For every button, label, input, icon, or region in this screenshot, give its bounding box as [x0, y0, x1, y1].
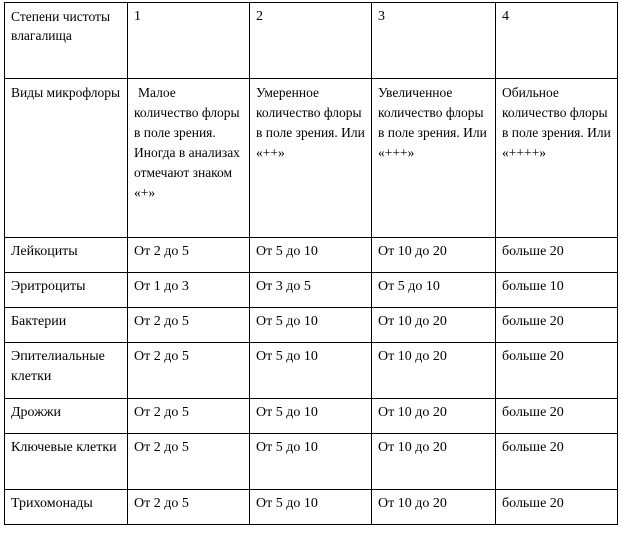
row-label: Эритроциты	[11, 279, 86, 294]
table-row	[5, 273, 618, 308]
row-label-cell	[5, 238, 128, 273]
row-label: Лейкоциты	[11, 244, 78, 259]
cell-value: От 10 до 20	[378, 349, 447, 364]
description-cell-1	[128, 79, 250, 238]
cell-value: От 3 до 5	[256, 279, 311, 294]
value-cell	[250, 434, 372, 490]
value-cell	[372, 308, 496, 343]
value-cell	[496, 399, 618, 434]
row-label-cell	[5, 343, 128, 399]
cell-value: больше 20	[502, 349, 564, 364]
value-cell	[128, 273, 250, 308]
degree-number: 4	[502, 9, 509, 24]
value-cell	[372, 490, 496, 525]
row-label-cell	[5, 399, 128, 434]
description-cell-4	[496, 79, 618, 238]
value-cell	[250, 273, 372, 308]
header-row	[5, 3, 618, 79]
value-cell	[372, 343, 496, 399]
value-cell	[128, 238, 250, 273]
cell-value: От 2 до 5	[134, 496, 189, 511]
degree-number: 1	[134, 9, 141, 24]
row-label-cell	[5, 434, 128, 490]
degree-number: 2	[256, 9, 263, 24]
cell-value: От 1 до 3	[134, 279, 189, 294]
degree-header-1	[128, 3, 250, 79]
value-cell	[496, 434, 618, 490]
degree-header-2	[250, 3, 372, 79]
row-label: Эпителиальные клетки	[11, 349, 105, 384]
table-row	[5, 343, 618, 399]
cell-value: От 5 до 10	[256, 314, 318, 329]
value-cell	[496, 273, 618, 308]
cell-value: От 5 до 10	[256, 244, 318, 259]
value-cell	[372, 434, 496, 490]
cell-value: От 10 до 20	[378, 244, 447, 259]
cell-value: больше 10	[502, 279, 564, 294]
cell-value: От 2 до 5	[134, 349, 189, 364]
value-cell	[372, 399, 496, 434]
corner-label-cell	[5, 3, 128, 79]
table-row	[5, 434, 618, 490]
cell-value: От 5 до 10	[256, 496, 318, 511]
table-row	[5, 490, 618, 525]
value-cell	[496, 490, 618, 525]
cell-value: От 2 до 5	[134, 244, 189, 259]
value-cell	[496, 343, 618, 399]
cell-value: больше 20	[502, 496, 564, 511]
row-label-cell	[5, 490, 128, 525]
table-row	[5, 308, 618, 343]
cell-value: От 10 до 20	[378, 405, 447, 420]
value-cell	[128, 399, 250, 434]
description-text: Малое количество флоры в поле зрения. Иногда в анализах отмечают знаком «+»	[134, 85, 240, 200]
vaginal-purity-table	[4, 2, 618, 525]
row-label: Дрожжи	[11, 405, 62, 420]
table-row	[5, 399, 618, 434]
degree-header-4	[496, 3, 618, 79]
microflora-description-row	[5, 79, 618, 238]
value-cell	[250, 399, 372, 434]
cell-value: От 10 до 20	[378, 440, 447, 455]
cell-value: От 5 до 10	[256, 405, 318, 420]
value-cell	[250, 490, 372, 525]
value-cell	[250, 308, 372, 343]
cell-value: От 10 до 20	[378, 496, 447, 511]
description-cell-3	[372, 79, 496, 238]
value-cell	[372, 238, 496, 273]
description-cell-2	[250, 79, 372, 238]
cell-value: От 5 до 10	[256, 349, 318, 364]
corner-label: Степени чистоты влагалища	[11, 9, 111, 43]
cell-value: От 5 до 10	[256, 440, 318, 455]
value-cell	[372, 273, 496, 308]
row-label: Бактерии	[11, 314, 67, 329]
cell-value: От 2 до 5	[134, 314, 189, 329]
value-cell	[128, 308, 250, 343]
microflora-label-cell	[5, 79, 128, 238]
degree-header-3	[372, 3, 496, 79]
cell-value: больше 20	[502, 440, 564, 455]
microflora-label: Виды микрофлоры	[11, 85, 121, 100]
value-cell	[128, 434, 250, 490]
value-cell	[496, 238, 618, 273]
description-text: Увеличенное количество флоры в поле зрения. Или «+++»	[378, 85, 487, 160]
value-cell	[128, 490, 250, 525]
cell-value: От 2 до 5	[134, 405, 189, 420]
row-label: Трихомонады	[11, 496, 93, 511]
row-label-cell	[5, 273, 128, 308]
value-cell	[128, 343, 250, 399]
row-label-cell	[5, 308, 128, 343]
cell-value: От 5 до 10	[378, 279, 440, 294]
value-cell	[250, 343, 372, 399]
cell-value: больше 20	[502, 244, 564, 259]
cell-value: От 10 до 20	[378, 314, 447, 329]
row-label: Ключевые клетки	[11, 440, 117, 455]
value-cell	[250, 238, 372, 273]
description-text: Умеренное количество флоры в поле зрения. Или «++»	[256, 85, 365, 160]
cell-value: больше 20	[502, 405, 564, 420]
table-row	[5, 238, 618, 273]
cell-value: От 2 до 5	[134, 440, 189, 455]
cell-value: больше 20	[502, 314, 564, 329]
value-cell	[496, 308, 618, 343]
description-text: Обильное количество флоры в поле зрения. Или «++++»	[502, 85, 611, 160]
degree-number: 3	[378, 9, 385, 24]
